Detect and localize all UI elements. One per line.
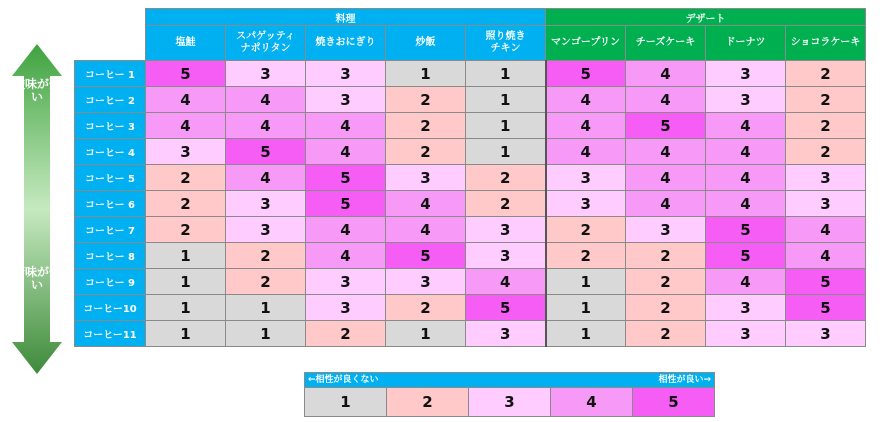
score-cell: 2 — [466, 191, 546, 217]
score-cell: 2 — [226, 243, 306, 269]
score-cell: 1 — [226, 295, 306, 321]
score-cell: 5 — [146, 61, 226, 87]
taste-axis-arrow — [10, 44, 64, 374]
row-header: コーヒー 4 — [75, 139, 146, 165]
legend-header — [304, 372, 715, 388]
table-row — [75, 139, 866, 165]
score-cell: 1 — [466, 61, 546, 87]
score-cell: 2 — [146, 165, 226, 191]
score-cell: 4 — [386, 191, 466, 217]
table-row — [75, 269, 866, 295]
score-cell: 3 — [466, 243, 546, 269]
row-header: コーヒー 5 — [75, 165, 146, 191]
legend-level: 2 — [386, 388, 468, 416]
row-header: コーヒー 6 — [75, 191, 146, 217]
score-cell: 2 — [386, 295, 466, 321]
score-cell: 4 — [706, 269, 786, 295]
sour-strong-label: 酸味が強い — [12, 77, 61, 104]
row-header: コーヒー 8 — [75, 243, 146, 269]
score-cell: 1 — [146, 243, 226, 269]
score-cell: 1 — [386, 321, 466, 347]
table-row — [75, 321, 866, 347]
score-cell: 2 — [226, 269, 306, 295]
score-cell: 4 — [626, 87, 706, 113]
score-cell: 5 — [306, 191, 386, 217]
row-header: コーヒー 7 — [75, 217, 146, 243]
score-cell: 2 — [146, 217, 226, 243]
score-cell: 1 — [146, 321, 226, 347]
column-header: 焼きおにぎり — [306, 26, 386, 61]
score-cell: 4 — [466, 269, 546, 295]
score-cell: 3 — [546, 165, 626, 191]
score-cell: 3 — [146, 139, 226, 165]
score-cell: 4 — [306, 243, 386, 269]
score-cell: 4 — [146, 87, 226, 113]
score-cell: 3 — [306, 87, 386, 113]
score-cell: 1 — [386, 61, 466, 87]
table-row — [75, 87, 866, 113]
legend-level: 1 — [305, 388, 386, 416]
score-cell: 5 — [706, 243, 786, 269]
score-cell: 2 — [466, 165, 546, 191]
score-cell: 2 — [626, 269, 706, 295]
legend-left-label: ←相性が良くない — [308, 375, 379, 385]
score-cell: 4 — [786, 243, 866, 269]
table-row — [75, 113, 866, 139]
legend-right-label: 相性が良い→ — [658, 375, 711, 385]
table-row — [75, 165, 866, 191]
score-cell: 2 — [546, 243, 626, 269]
legend-scale — [304, 388, 715, 417]
column-header: スパゲッティ ナポリタン — [226, 26, 306, 61]
group-header: 料理 — [146, 9, 546, 26]
score-cell: 3 — [546, 191, 626, 217]
score-cell: 2 — [386, 139, 466, 165]
score-cell: 1 — [466, 87, 546, 113]
score-cell: 5 — [306, 165, 386, 191]
score-cell: 4 — [626, 61, 706, 87]
compatibility-legend — [304, 372, 715, 417]
row-header: コーヒー 9 — [75, 269, 146, 295]
score-cell: 3 — [226, 217, 306, 243]
score-cell: 4 — [706, 113, 786, 139]
score-cell: 2 — [786, 61, 866, 87]
score-cell: 4 — [306, 217, 386, 243]
score-cell: 1 — [546, 295, 626, 321]
score-cell: 2 — [546, 217, 626, 243]
score-cell: 2 — [626, 295, 706, 321]
row-header: コーヒー 2 — [75, 87, 146, 113]
legend-level: 5 — [632, 388, 714, 416]
score-cell: 5 — [466, 295, 546, 321]
score-cell: 3 — [706, 321, 786, 347]
column-header: 塩鮭 — [146, 26, 226, 61]
score-cell: 5 — [786, 269, 866, 295]
score-cell: 4 — [626, 165, 706, 191]
column-header: マンゴープリン — [546, 26, 626, 61]
score-cell: 4 — [386, 217, 466, 243]
score-cell: 2 — [786, 87, 866, 113]
score-cell: 3 — [466, 217, 546, 243]
score-cell: 3 — [386, 269, 466, 295]
score-cell: 3 — [626, 217, 706, 243]
score-cell: 4 — [226, 165, 306, 191]
score-cell: 5 — [706, 217, 786, 243]
score-cell: 4 — [546, 113, 626, 139]
column-header: チーズケーキ — [626, 26, 706, 61]
score-cell: 5 — [546, 61, 626, 87]
legend-level: 4 — [550, 388, 632, 416]
score-cell: 2 — [626, 321, 706, 347]
score-cell: 3 — [226, 61, 306, 87]
pairing-table — [74, 8, 866, 347]
score-cell: 3 — [306, 269, 386, 295]
score-cell: 5 — [626, 113, 706, 139]
score-cell: 5 — [786, 295, 866, 321]
score-cell: 4 — [306, 113, 386, 139]
table-corner — [75, 9, 146, 61]
score-cell: 3 — [786, 165, 866, 191]
score-cell: 3 — [306, 295, 386, 321]
score-cell: 3 — [706, 295, 786, 321]
score-cell: 5 — [386, 243, 466, 269]
score-cell: 3 — [466, 321, 546, 347]
score-cell: 3 — [386, 165, 466, 191]
score-cell: 3 — [786, 191, 866, 217]
table-row — [75, 295, 866, 321]
group-header: デザート — [546, 9, 866, 26]
score-cell: 3 — [226, 191, 306, 217]
row-header: コーヒー 1 — [75, 61, 146, 87]
row-header: コーヒー10 — [75, 295, 146, 321]
score-cell: 4 — [146, 113, 226, 139]
score-cell: 1 — [466, 139, 546, 165]
table-row — [75, 217, 866, 243]
table-row — [75, 61, 866, 87]
score-cell: 2 — [386, 113, 466, 139]
column-header: ドーナツ — [706, 26, 786, 61]
score-cell: 1 — [146, 269, 226, 295]
score-cell: 1 — [146, 295, 226, 321]
score-cell: 4 — [626, 191, 706, 217]
score-cell: 4 — [226, 87, 306, 113]
score-cell: 3 — [306, 61, 386, 87]
column-header: 照り焼き チキン — [466, 26, 546, 61]
column-header: ショコラケーキ — [786, 26, 866, 61]
score-cell: 1 — [466, 113, 546, 139]
score-cell: 2 — [146, 191, 226, 217]
score-cell: 2 — [786, 139, 866, 165]
bitter-strong-label: 苦味が強い — [12, 265, 61, 292]
score-cell: 4 — [546, 87, 626, 113]
score-cell: 1 — [546, 321, 626, 347]
score-cell: 2 — [306, 321, 386, 347]
score-cell: 4 — [706, 165, 786, 191]
score-cell: 4 — [226, 113, 306, 139]
legend-level: 3 — [468, 388, 550, 416]
score-cell: 2 — [626, 243, 706, 269]
score-cell: 2 — [386, 87, 466, 113]
score-cell: 3 — [706, 61, 786, 87]
row-header: コーヒー 3 — [75, 113, 146, 139]
score-cell: 4 — [626, 139, 706, 165]
score-cell: 3 — [706, 87, 786, 113]
score-cell: 3 — [786, 321, 866, 347]
score-cell: 5 — [226, 139, 306, 165]
table-row — [75, 191, 866, 217]
score-cell: 4 — [546, 139, 626, 165]
table-row — [75, 243, 866, 269]
score-cell: 2 — [786, 113, 866, 139]
score-cell: 1 — [546, 269, 626, 295]
score-cell: 4 — [706, 191, 786, 217]
score-cell: 4 — [306, 139, 386, 165]
score-cell: 4 — [706, 139, 786, 165]
score-cell: 1 — [226, 321, 306, 347]
column-header: 炒飯 — [386, 26, 466, 61]
score-cell: 4 — [786, 217, 866, 243]
row-header: コーヒー11 — [75, 321, 146, 347]
